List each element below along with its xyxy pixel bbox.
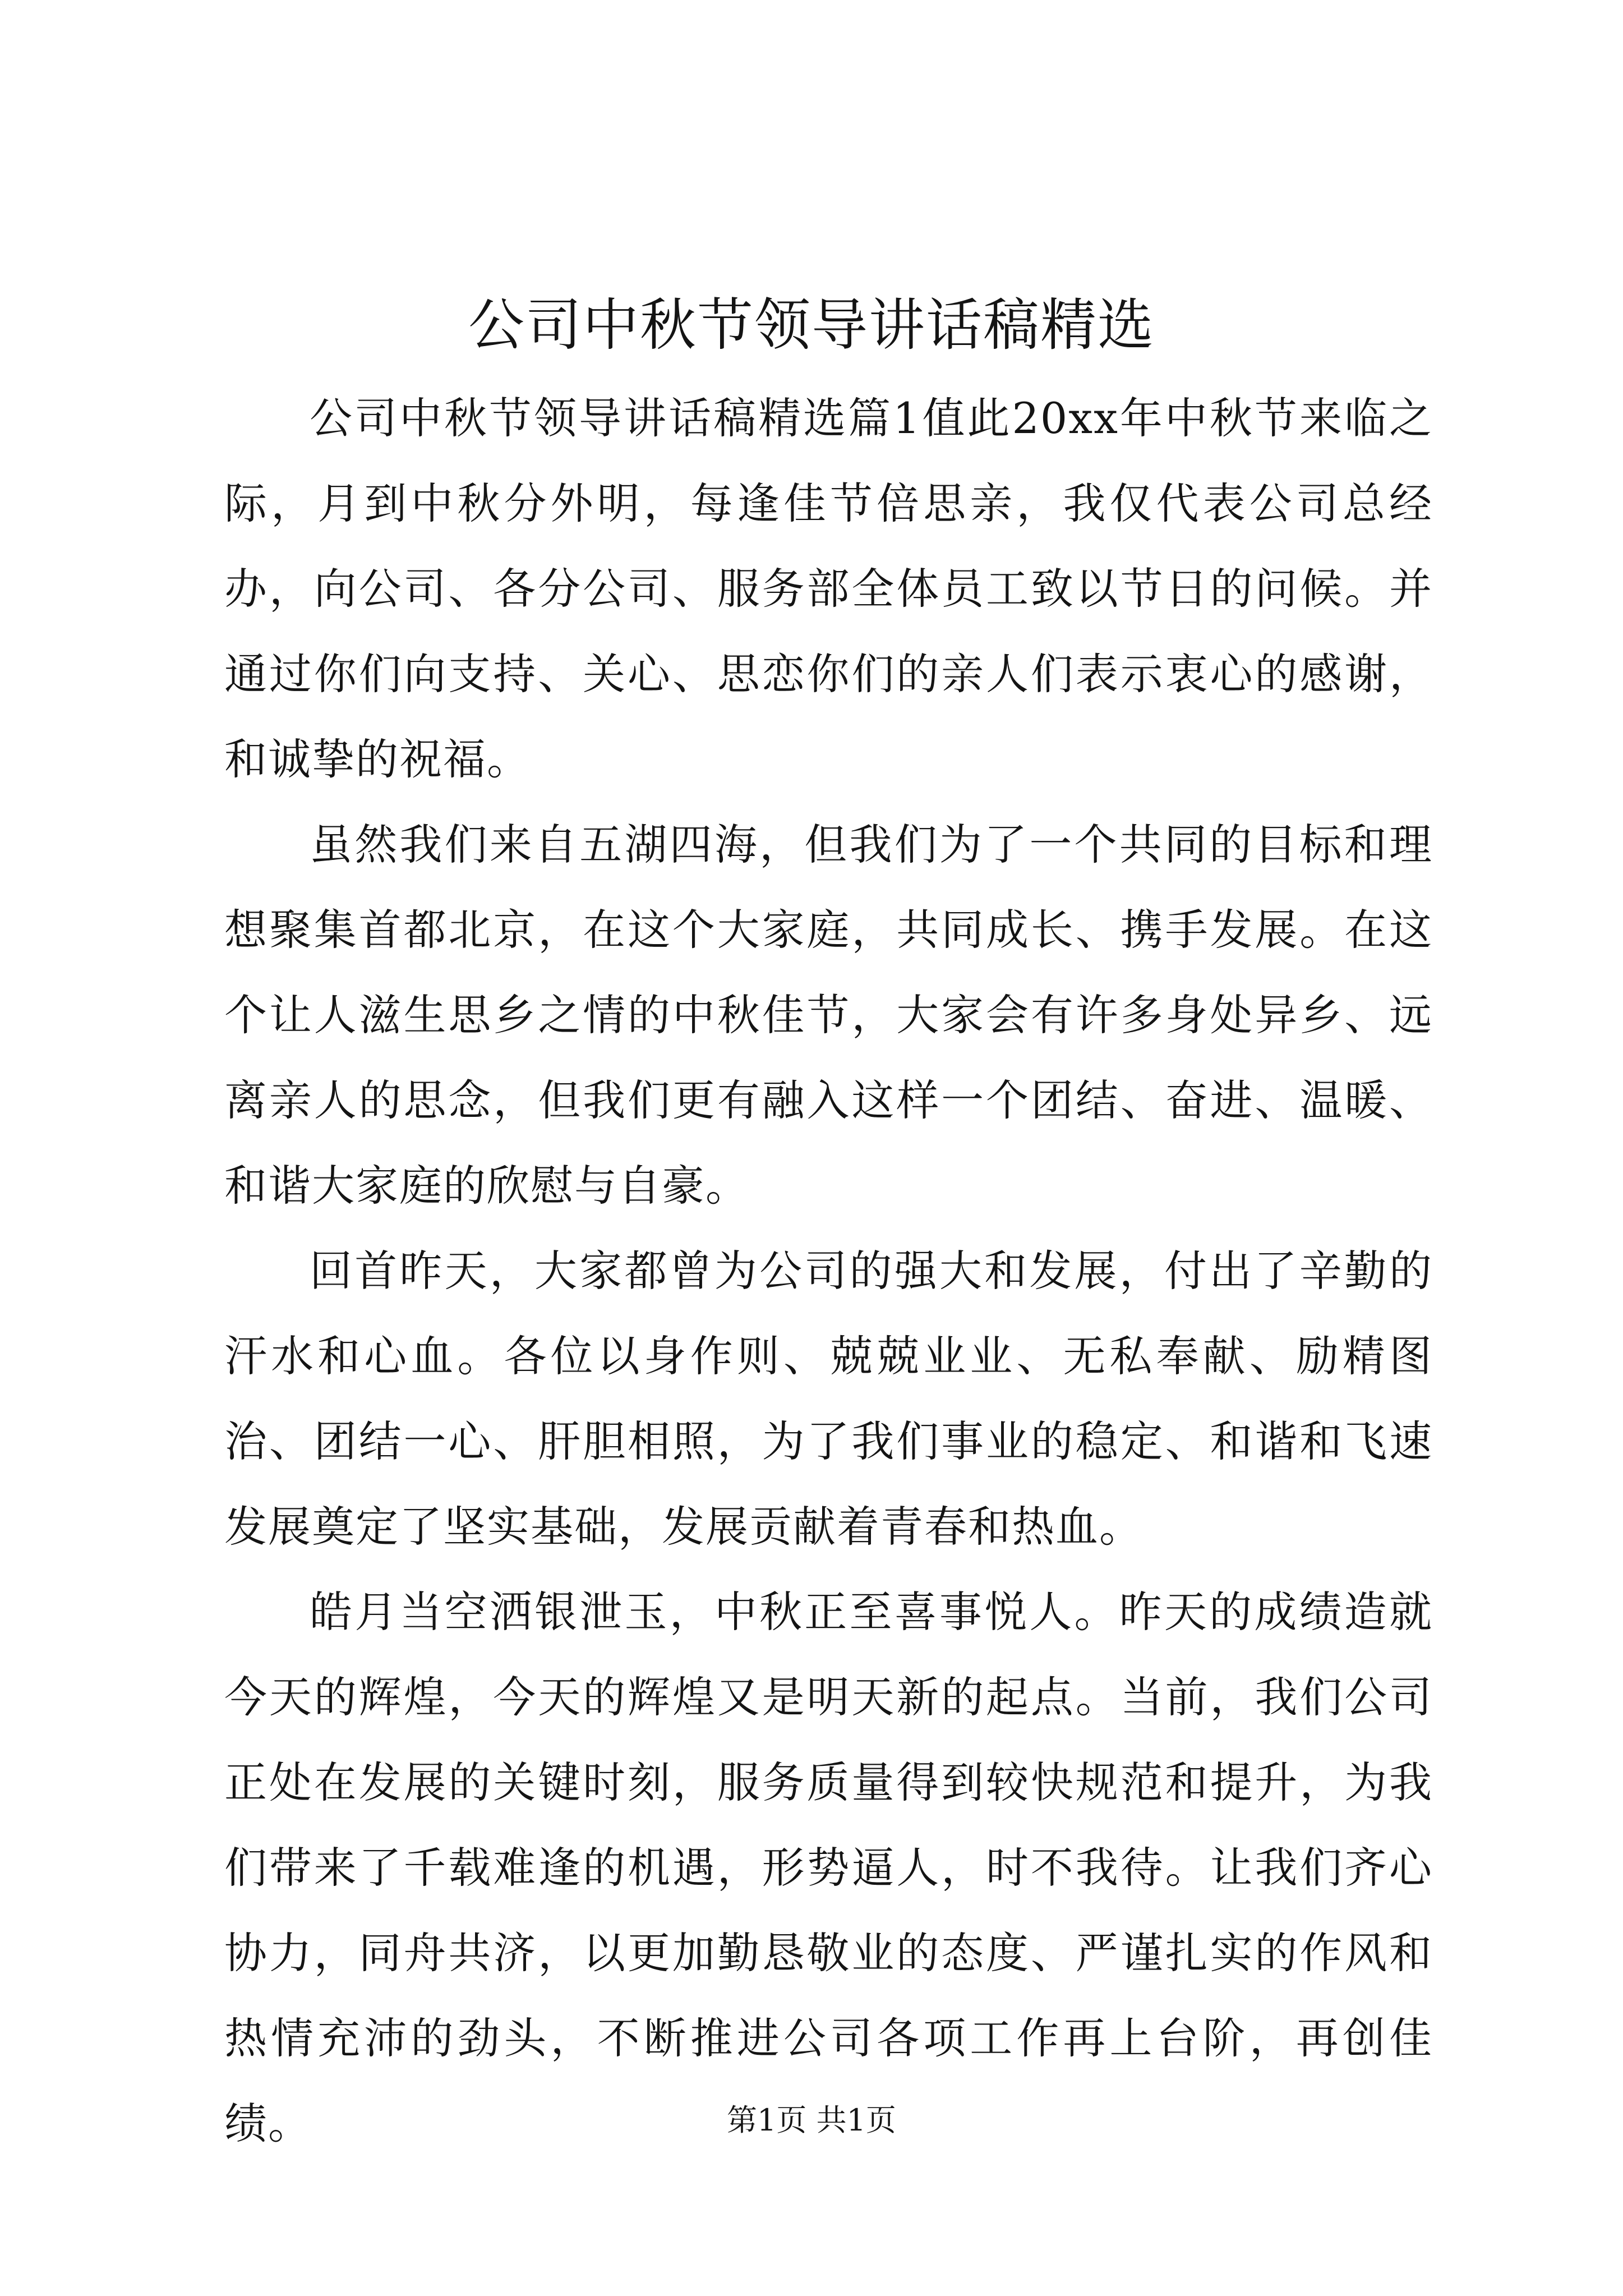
paragraph-4: 皓月当空洒银泄玉，中秋正至喜事悦人。昨天的成绩造就今天的辉煌，今天的辉煌又是明天新的起点。当前，我们公司正处在发展的关键时刻，服务质量得到较快规范和提升，为我们带来了千载难逢的机遇，形势逼人，时不我待。让我们齐心协力，同舟共济，以更加勤恳敬业的态度、严谨扎实的作风和热情充沛的劲头，不断推进公司各项工作再上台阶，再创佳绩。 bbox=[224, 1587, 1433, 2148]
page-number: 第1页 共1页 bbox=[727, 2102, 896, 2138]
document-body bbox=[224, 376, 1433, 2166]
document-title: 公司中秋节领导讲话稿精选 bbox=[468, 292, 1155, 358]
page-footer bbox=[0, 2098, 1623, 2143]
paragraph-2: 虽然我们来自五湖四海，但我们为了一个共同的目标和理想聚集首都北京，在这个大家庭，共同成长、携手发展。在这个让人滋生思乡之情的中秋佳节，大家会有许多身处异乡、远离亲人的思念，但我们更有融入这样一个团结、奋进、温暖、和谐大家庭的欣慰与自豪。 bbox=[224, 820, 1433, 1211]
paragraph-3: 回首昨天，大家都曾为公司的强大和发展，付出了辛勤的汗水和心血。各位以身作则、兢兢业业、无私奉献、励精图治、团结一心、肝胆相照，为了我们事业的稳定、和谐和飞速发展奠定了坚实基础，发展贡献着青春和热血。 bbox=[224, 1246, 1433, 1552]
paragraph-1: 公司中秋节领导讲话稿精选篇1值此20xx年中秋节来临之际，月到中秋分外明，每逢佳节倍思亲，我仅代表公司总经办，向公司、各分公司、服务部全体员工致以节日的问候。并通过你们向支持、关心、思恋你们的亲人们表示衷心的感谢，和诚挚的祝福。 bbox=[224, 393, 1433, 784]
